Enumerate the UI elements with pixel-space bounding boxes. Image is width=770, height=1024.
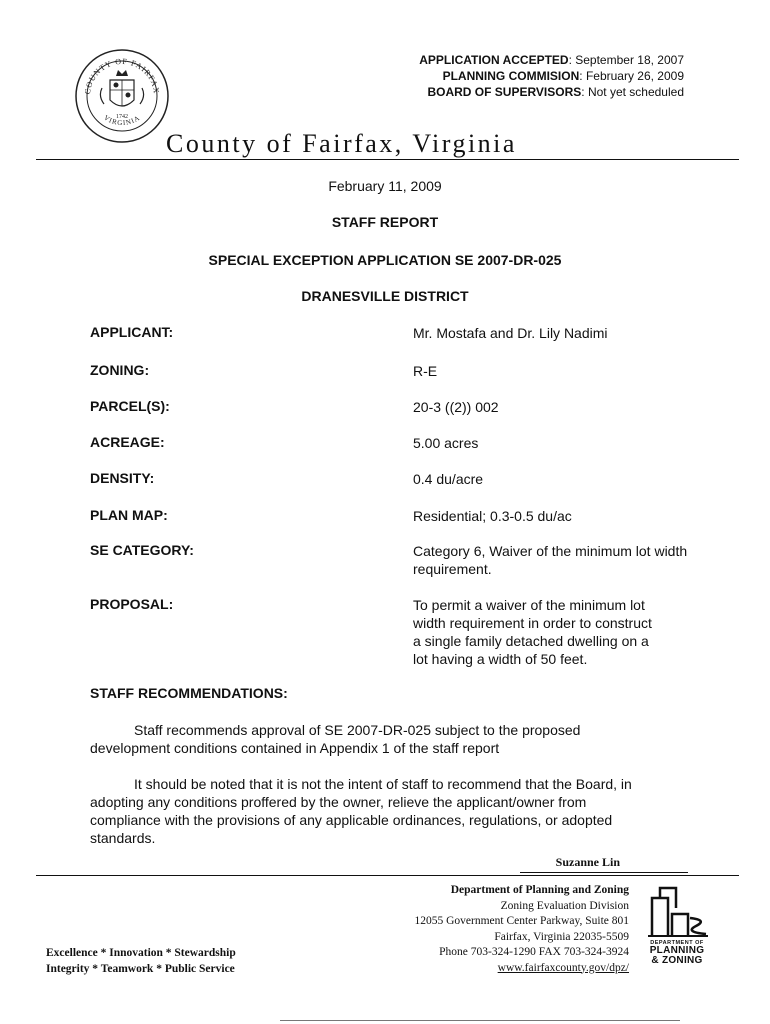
department-name: Department of Planning and Zoning: [450, 884, 629, 896]
county-title: County of Fairfax, Virginia: [166, 129, 517, 158]
motto-line: Excellence * Innovation * Stewardship: [46, 947, 236, 959]
application-accepted-value: September 18, 2007: [575, 53, 684, 67]
paragraph-line: adopting any conditions proffered by the owner, relieve the applicant/owner from: [90, 794, 587, 810]
dpz-logo-line: PLANNING: [649, 945, 705, 956]
se-category-value: [413, 542, 733, 578]
acreage-label: ACREAGE:: [90, 434, 165, 450]
proposal-line: To permit a waiver of the minimum lot: [413, 597, 645, 613]
acreage-value: 5.00 acres: [413, 435, 479, 451]
se-category-line: requirement.: [413, 561, 492, 577]
svg-text:VIRGINIA: VIRGINIA: [102, 113, 142, 128]
proposal-line: a single family detached dwelling on a: [413, 633, 649, 649]
proposal-value: [413, 596, 733, 668]
signature-line: [520, 872, 688, 873]
paragraph-line: compliance with the provisions of any applicable ordinances, regulations, or adopted: [90, 812, 613, 828]
signer-name: Suzanne Lin: [555, 855, 620, 869]
paragraph-line: development conditions contained in Appendix 1 of the staff report: [90, 740, 500, 756]
planning-commission-line: PLANNING COMMISION: February 26, 2009: [442, 69, 684, 83]
district-name: DRANESVILLE DISTRICT: [301, 288, 469, 304]
recommendations-heading: STAFF RECOMMENDATIONS:: [90, 685, 288, 701]
se-category-label: SE CATEGORY:: [90, 542, 194, 558]
county-seal-icon: [74, 48, 170, 144]
department-address: [414, 883, 629, 976]
proposal-line: width requirement in order to construct: [413, 615, 652, 631]
department-url-link[interactable]: www.fairfaxcounty.gov/dpz/: [497, 961, 629, 974]
parcels-value: 20-3 ((2)) 002: [413, 399, 499, 415]
header-divider: [36, 159, 739, 160]
dpz-logo-icon: [646, 884, 710, 938]
application-title: SPECIAL EXCEPTION APPLICATION SE 2007-DR-025: [208, 252, 562, 268]
applicant-value: Mr. Mostafa and Dr. Lily Nadimi: [413, 325, 608, 341]
dpz-logo-text: [644, 940, 710, 966]
zoning-label: ZONING:: [90, 362, 150, 378]
applicant-label: APPLICANT:: [90, 324, 174, 340]
parcels-label: PARCEL(S):: [90, 398, 170, 414]
department-address-line: Fairfax, Virginia 22035-5509: [494, 930, 629, 943]
department-phone: Phone 703-324-1290 FAX 703-324-3924: [439, 946, 629, 958]
density-label: DENSITY:: [90, 470, 155, 486]
proposal-line: lot having a width of 50 feet.: [413, 651, 588, 667]
department-address-line: 12055 Government Center Parkway, Suite 801: [414, 915, 629, 927]
recommendation-paragraph-2: [90, 775, 690, 847]
application-accepted-line: APPLICATION ACCEPTED: September 18, 2007: [419, 53, 684, 67]
svg-text:COUNTY OF FAIRFAX: COUNTY OF FAIRFAX: [82, 56, 162, 95]
plan-map-label: PLAN MAP:: [90, 507, 168, 523]
paragraph-line: Staff recommends approval of SE 2007-DR-025 subject to the proposed: [134, 722, 581, 738]
board-label: BOARD OF SUPERVISORS: [427, 85, 582, 99]
board-of-supervisors-line: BOARD OF SUPERVISORS: Not yet scheduled: [427, 85, 684, 99]
report-date: February 11, 2009: [328, 178, 442, 194]
svg-text:1742: 1742: [116, 114, 128, 120]
footer-divider: [36, 875, 739, 876]
se-category-line: Category 6, Waiver of the minimum lot width: [413, 543, 688, 559]
department-division: Zoning Evaluation Division: [500, 899, 629, 912]
county-motto: [46, 945, 236, 977]
proposal-label: PROPOSAL:: [90, 596, 174, 612]
zoning-value: R-E: [413, 363, 438, 379]
paragraph-line: standards.: [90, 830, 156, 846]
density-value: 0.4 du/acre: [413, 471, 484, 487]
dpz-logo-line: & ZONING: [651, 955, 703, 966]
motto-line: Integrity * Teamwork * Public Service: [46, 963, 235, 975]
planning-commission-value: February 26, 2009: [585, 69, 684, 83]
board-value: Not yet scheduled: [587, 85, 684, 99]
report-title: STAFF REPORT: [331, 214, 439, 230]
application-dates: [419, 52, 684, 100]
plan-map-value: Residential; 0.3-0.5 du/ac: [413, 508, 572, 524]
page-bottom-rule: [280, 1020, 680, 1021]
paragraph-line: It should be noted that it is not the intent of staff to recommend that the Board, in: [134, 776, 632, 792]
recommendation-paragraph-1: [90, 721, 690, 757]
planning-commission-label: PLANNING COMMISION: [442, 69, 580, 83]
application-accepted-label: APPLICATION ACCEPTED: [419, 53, 569, 67]
dpz-logo-small-text: DEPARTMENT OF: [650, 940, 704, 946]
